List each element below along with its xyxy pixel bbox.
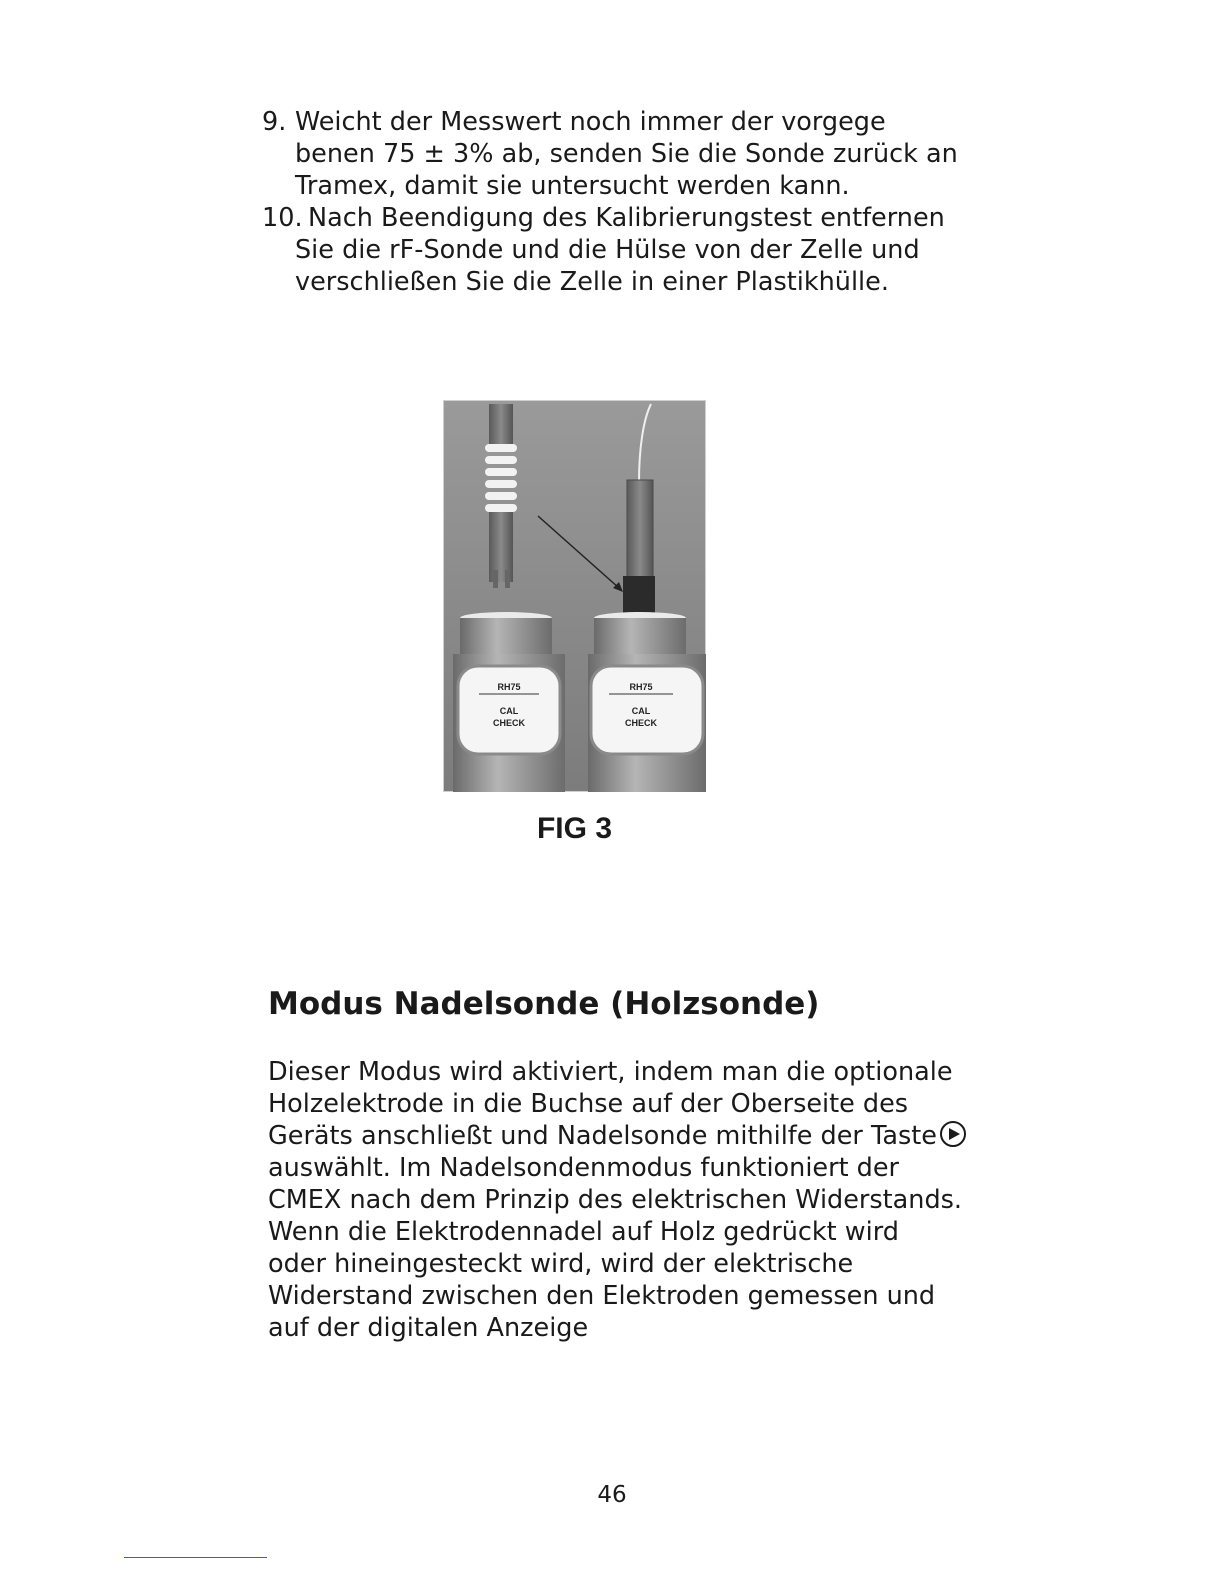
section-heading: Modus Nadelsonde (Holzsonde) (268, 986, 820, 1022)
cell-label-bottom: CHECK (624, 718, 658, 728)
paragraph-line: CMEX nach dem Prinzip des elektrischen Widerstands. (268, 1185, 963, 1215)
probe-left (485, 404, 517, 588)
list-item-9 (262, 106, 982, 202)
list-line: benen 75 ± 3% ab, senden Sie die Sonde zurück an (295, 139, 958, 169)
list-line: Sie die rF-Sonde und die Hülse von der Zelle und (295, 235, 920, 265)
paragraph-line: auswählt. Im Nadelsondenmodus funktioniert der (268, 1153, 900, 1183)
paragraph-line: oder hineingesteckt wird, wird der elektrische (268, 1249, 854, 1279)
cell-label-top: RH75 (497, 682, 521, 692)
cell-label-top: RH75 (629, 682, 653, 692)
calibration-cell-left (453, 612, 565, 792)
list-number: 9. (262, 107, 287, 137)
figure-caption: FIG 3 (536, 812, 612, 845)
list-line: Tramex, damit sie untersucht werden kann. (295, 171, 850, 201)
paragraph-line: Widerstand zwischen den Elektroden gemessen und (268, 1281, 936, 1311)
section-paragraph (268, 1056, 968, 1344)
instruction-list (262, 106, 982, 298)
list-item-10 (262, 202, 982, 298)
paragraph-line: auf der digitalen Anzeige (268, 1313, 589, 1343)
cell-label-mid: CAL (631, 706, 651, 716)
cell-label-mid: CAL (499, 706, 519, 716)
cell-label-bottom: CHECK (492, 718, 526, 728)
footnote-divider (124, 1557, 267, 1558)
play-button-icon (939, 1120, 967, 1148)
list-line: verschließen Sie die Zelle in einer Plastikhülle. (295, 267, 889, 297)
page-number: 46 (597, 1482, 627, 1508)
paragraph-line: Dieser Modus wird aktiviert, indem man die optionale (268, 1057, 953, 1087)
list-line: Nach Beendigung des Kalibrierungstest entfernen (308, 203, 945, 233)
calibration-figure (443, 400, 706, 792)
list-line: Weicht der Messwert noch immer der vorgege (295, 107, 886, 137)
paragraph-line: Wenn die Elektrodennadel auf Holz gedrückt wird (268, 1217, 899, 1247)
paragraph-line: Holzelektrode in die Buchse auf der Oberseite des (268, 1089, 909, 1119)
list-number: 10. (262, 203, 303, 233)
paragraph-line: Geräts anschließt und Nadelsonde mithilfe der Taste (268, 1121, 937, 1151)
